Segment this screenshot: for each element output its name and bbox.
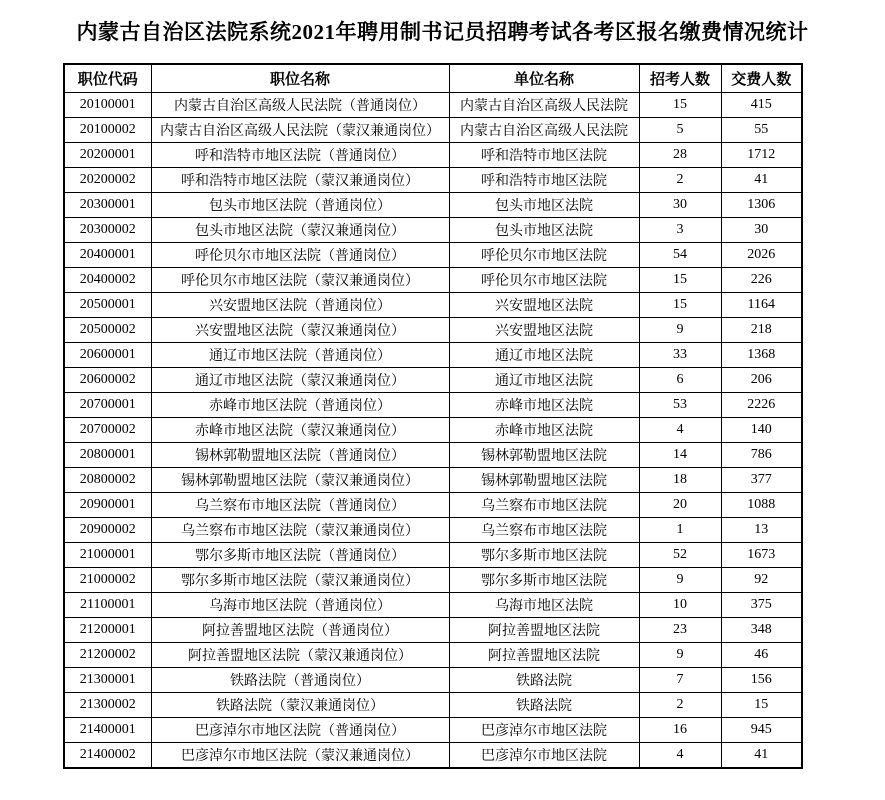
table-row	[64, 293, 802, 318]
position-code-cell: 20100001	[64, 93, 151, 118]
position-code-cell: 21200001	[64, 618, 151, 643]
table-row	[64, 168, 802, 193]
position-name-cell: 铁路法院（蒙汉兼通岗位）	[151, 693, 449, 718]
header-row	[64, 64, 802, 93]
paid-count-cell: 348	[721, 618, 802, 643]
table-row	[64, 668, 802, 693]
paid-count-cell: 140	[721, 418, 802, 443]
unit-name-cell: 通辽市地区法院	[449, 368, 639, 393]
recruit-count-cell: 20	[639, 493, 721, 518]
recruit-count-cell: 4	[639, 743, 721, 769]
table-row	[64, 543, 802, 568]
registration-payment-table	[63, 63, 803, 769]
column-header-0: 职位代码	[64, 64, 151, 93]
position-name-cell: 阿拉善盟地区法院（普通岗位）	[151, 618, 449, 643]
recruit-count-cell: 15	[639, 293, 721, 318]
table-row	[64, 143, 802, 168]
unit-name-cell: 巴彦淖尔市地区法院	[449, 718, 639, 743]
recruit-count-cell: 30	[639, 193, 721, 218]
paid-count-cell: 377	[721, 468, 802, 493]
paid-count-cell: 55	[721, 118, 802, 143]
position-code-cell: 21300001	[64, 668, 151, 693]
position-code-cell: 20500001	[64, 293, 151, 318]
recruit-count-cell: 14	[639, 443, 721, 468]
paid-count-cell: 1712	[721, 143, 802, 168]
paid-count-cell: 15	[721, 693, 802, 718]
position-code-cell: 20600002	[64, 368, 151, 393]
unit-name-cell: 鄂尔多斯市地区法院	[449, 543, 639, 568]
paid-count-cell: 945	[721, 718, 802, 743]
unit-name-cell: 兴安盟地区法院	[449, 293, 639, 318]
table-row	[64, 693, 802, 718]
paid-count-cell: 206	[721, 368, 802, 393]
position-code-cell: 20100002	[64, 118, 151, 143]
table-row	[64, 193, 802, 218]
paid-count-cell: 218	[721, 318, 802, 343]
paid-count-cell: 1368	[721, 343, 802, 368]
position-name-cell: 兴安盟地区法院（蒙汉兼通岗位）	[151, 318, 449, 343]
unit-name-cell: 铁路法院	[449, 693, 639, 718]
table-row	[64, 318, 802, 343]
table-row	[64, 243, 802, 268]
position-name-cell: 内蒙古自治区高级人民法院（蒙汉兼通岗位）	[151, 118, 449, 143]
unit-name-cell: 呼伦贝尔市地区法院	[449, 243, 639, 268]
recruit-count-cell: 18	[639, 468, 721, 493]
position-code-cell: 20300001	[64, 193, 151, 218]
table-row	[64, 718, 802, 743]
table-row	[64, 593, 802, 618]
paid-count-cell: 30	[721, 218, 802, 243]
position-name-cell: 乌兰察布市地区法院（蒙汉兼通岗位）	[151, 518, 449, 543]
recruit-count-cell: 33	[639, 343, 721, 368]
paid-count-cell: 1088	[721, 493, 802, 518]
unit-name-cell: 阿拉善盟地区法院	[449, 643, 639, 668]
column-header-1: 职位名称	[151, 64, 449, 93]
position-code-cell: 20400002	[64, 268, 151, 293]
position-name-cell: 呼和浩特市地区法院（蒙汉兼通岗位）	[151, 168, 449, 193]
position-name-cell: 兴安盟地区法院（普通岗位）	[151, 293, 449, 318]
position-code-cell: 21000002	[64, 568, 151, 593]
position-code-cell: 20800002	[64, 468, 151, 493]
recruit-count-cell: 2	[639, 693, 721, 718]
unit-name-cell: 鄂尔多斯市地区法院	[449, 568, 639, 593]
table-row	[64, 218, 802, 243]
paid-count-cell: 375	[721, 593, 802, 618]
position-name-cell: 巴彦淖尔市地区法院（普通岗位）	[151, 718, 449, 743]
position-code-cell: 20900001	[64, 493, 151, 518]
position-name-cell: 乌兰察布市地区法院（普通岗位）	[151, 493, 449, 518]
paid-count-cell: 226	[721, 268, 802, 293]
table-row	[64, 518, 802, 543]
table-row	[64, 493, 802, 518]
recruit-count-cell: 9	[639, 643, 721, 668]
table-body	[64, 93, 802, 769]
position-code-cell: 20200001	[64, 143, 151, 168]
position-name-cell: 铁路法院（普通岗位）	[151, 668, 449, 693]
position-code-cell: 21400001	[64, 718, 151, 743]
unit-name-cell: 呼伦贝尔市地区法院	[449, 268, 639, 293]
position-name-cell: 鄂尔多斯市地区法院（普通岗位）	[151, 543, 449, 568]
recruit-count-cell: 5	[639, 118, 721, 143]
paid-count-cell: 415	[721, 93, 802, 118]
recruit-count-cell: 53	[639, 393, 721, 418]
paid-count-cell: 41	[721, 168, 802, 193]
position-code-cell: 20900002	[64, 518, 151, 543]
table-row	[64, 468, 802, 493]
table-row	[64, 368, 802, 393]
table-row	[64, 268, 802, 293]
recruit-count-cell: 28	[639, 143, 721, 168]
position-name-cell: 呼伦贝尔市地区法院（普通岗位）	[151, 243, 449, 268]
position-code-cell: 21000001	[64, 543, 151, 568]
unit-name-cell: 铁路法院	[449, 668, 639, 693]
unit-name-cell: 锡林郭勒盟地区法院	[449, 443, 639, 468]
position-name-cell: 呼和浩特市地区法院（普通岗位）	[151, 143, 449, 168]
recruit-count-cell: 6	[639, 368, 721, 393]
position-name-cell: 阿拉善盟地区法院（蒙汉兼通岗位）	[151, 643, 449, 668]
table-row	[64, 418, 802, 443]
unit-name-cell: 赤峰市地区法院	[449, 418, 639, 443]
position-name-cell: 乌海市地区法院（普通岗位）	[151, 593, 449, 618]
position-name-cell: 通辽市地区法院（蒙汉兼通岗位）	[151, 368, 449, 393]
paid-count-cell: 2226	[721, 393, 802, 418]
unit-name-cell: 内蒙古自治区高级人民法院	[449, 93, 639, 118]
paid-count-cell: 786	[721, 443, 802, 468]
unit-name-cell: 锡林郭勒盟地区法院	[449, 468, 639, 493]
recruit-count-cell: 15	[639, 93, 721, 118]
recruit-count-cell: 54	[639, 243, 721, 268]
paid-count-cell: 1673	[721, 543, 802, 568]
position-code-cell: 20700001	[64, 393, 151, 418]
position-code-cell: 20400001	[64, 243, 151, 268]
table-row	[64, 118, 802, 143]
paid-count-cell: 156	[721, 668, 802, 693]
position-code-cell: 21100001	[64, 593, 151, 618]
position-name-cell: 通辽市地区法院（普通岗位）	[151, 343, 449, 368]
table-row	[64, 393, 802, 418]
table-row	[64, 93, 802, 118]
position-name-cell: 包头市地区法院（蒙汉兼通岗位）	[151, 218, 449, 243]
unit-name-cell: 内蒙古自治区高级人民法院	[449, 118, 639, 143]
table-row	[64, 743, 802, 769]
table-row	[64, 643, 802, 668]
recruit-count-cell: 4	[639, 418, 721, 443]
unit-name-cell: 赤峰市地区法院	[449, 393, 639, 418]
unit-name-cell: 包头市地区法院	[449, 218, 639, 243]
column-header-2: 单位名称	[449, 64, 639, 93]
position-code-cell: 20600001	[64, 343, 151, 368]
page-title: 内蒙古自治区法院系统2021年聘用制书记员招聘考试各考区报名缴费情况统计	[76, 20, 809, 44]
position-name-cell: 赤峰市地区法院（普通岗位）	[151, 393, 449, 418]
paid-count-cell: 2026	[721, 243, 802, 268]
table-row	[64, 618, 802, 643]
recruit-count-cell: 1	[639, 518, 721, 543]
position-name-cell: 赤峰市地区法院（蒙汉兼通岗位）	[151, 418, 449, 443]
recruit-count-cell: 16	[639, 718, 721, 743]
recruit-count-cell: 7	[639, 668, 721, 693]
position-name-cell: 呼伦贝尔市地区法院（蒙汉兼通岗位）	[151, 268, 449, 293]
position-name-cell: 锡林郭勒盟地区法院（蒙汉兼通岗位）	[151, 468, 449, 493]
position-name-cell: 巴彦淖尔市地区法院（蒙汉兼通岗位）	[151, 743, 449, 769]
position-code-cell: 21300002	[64, 693, 151, 718]
unit-name-cell: 乌兰察布市地区法院	[449, 518, 639, 543]
unit-name-cell: 呼和浩特市地区法院	[449, 143, 639, 168]
unit-name-cell: 通辽市地区法院	[449, 343, 639, 368]
recruit-count-cell: 9	[639, 318, 721, 343]
position-name-cell: 内蒙古自治区高级人民法院（普通岗位）	[151, 93, 449, 118]
paid-count-cell: 13	[721, 518, 802, 543]
paid-count-cell: 1164	[721, 293, 802, 318]
recruit-count-cell: 2	[639, 168, 721, 193]
unit-name-cell: 巴彦淖尔市地区法院	[449, 743, 639, 769]
position-name-cell: 包头市地区法院（普通岗位）	[151, 193, 449, 218]
paid-count-cell: 41	[721, 743, 802, 769]
recruit-count-cell: 52	[639, 543, 721, 568]
position-name-cell: 鄂尔多斯市地区法院（蒙汉兼通岗位）	[151, 568, 449, 593]
position-code-cell: 20300002	[64, 218, 151, 243]
paid-count-cell: 46	[721, 643, 802, 668]
position-code-cell: 21400002	[64, 743, 151, 769]
paid-count-cell: 1306	[721, 193, 802, 218]
position-name-cell: 锡林郭勒盟地区法院（普通岗位）	[151, 443, 449, 468]
unit-name-cell: 呼和浩特市地区法院	[449, 168, 639, 193]
recruit-count-cell: 9	[639, 568, 721, 593]
recruit-count-cell: 3	[639, 218, 721, 243]
position-code-cell: 21200002	[64, 643, 151, 668]
recruit-count-cell: 10	[639, 593, 721, 618]
column-header-4: 交费人数	[721, 64, 802, 93]
table-row	[64, 568, 802, 593]
recruit-count-cell: 23	[639, 618, 721, 643]
column-header-3: 招考人数	[639, 64, 721, 93]
position-code-cell: 20500002	[64, 318, 151, 343]
recruit-count-cell: 15	[639, 268, 721, 293]
unit-name-cell: 包头市地区法院	[449, 193, 639, 218]
unit-name-cell: 兴安盟地区法院	[449, 318, 639, 343]
position-code-cell: 20700002	[64, 418, 151, 443]
paid-count-cell: 92	[721, 568, 802, 593]
unit-name-cell: 阿拉善盟地区法院	[449, 618, 639, 643]
table-row	[64, 343, 802, 368]
unit-name-cell: 乌兰察布市地区法院	[449, 493, 639, 518]
position-code-cell: 20200002	[64, 168, 151, 193]
position-code-cell: 20800001	[64, 443, 151, 468]
unit-name-cell: 乌海市地区法院	[449, 593, 639, 618]
table-row	[64, 443, 802, 468]
